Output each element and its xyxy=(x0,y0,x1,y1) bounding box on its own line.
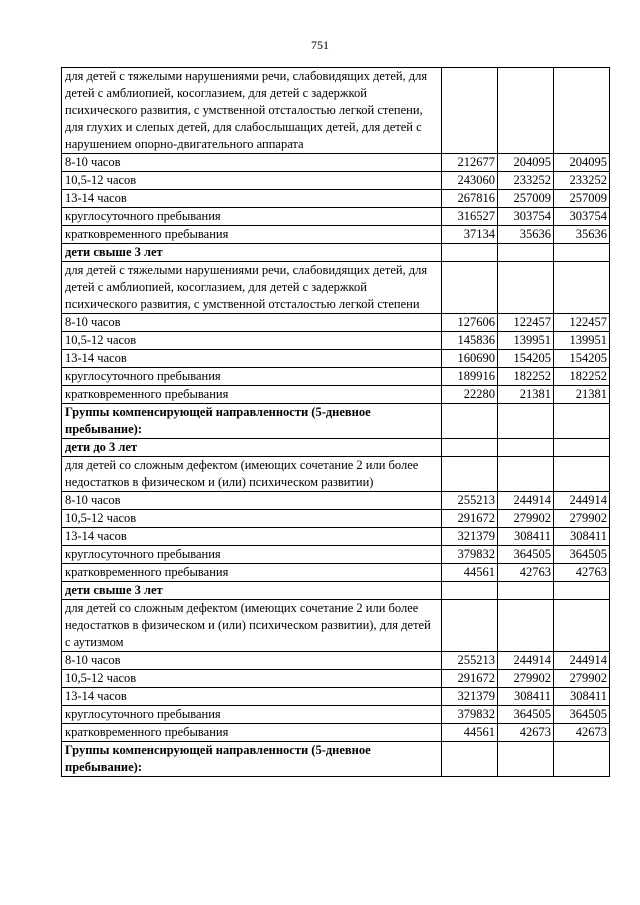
table-row xyxy=(62,244,610,262)
table-row xyxy=(62,546,610,564)
row-label: для детей со сложным дефектом (имеющих сочетание 2 или более недостатков в физическом и (или) психическом развитии), для детей с аутизмом xyxy=(62,600,442,652)
value-cell-2 xyxy=(498,742,554,777)
row-label: 13-14 часов xyxy=(62,190,442,208)
value-cell-3: 244914 xyxy=(554,652,610,670)
value-cell-1: 160690 xyxy=(442,350,498,368)
value-cell-2 xyxy=(498,244,554,262)
value-cell-3: 154205 xyxy=(554,350,610,368)
table-row xyxy=(62,510,610,528)
value-cell-3: 21381 xyxy=(554,386,610,404)
table-row xyxy=(62,226,610,244)
value-cell-1: 127606 xyxy=(442,314,498,332)
value-cell-1 xyxy=(442,457,498,492)
value-cell-2 xyxy=(498,457,554,492)
table-row xyxy=(62,706,610,724)
value-cell-2: 35636 xyxy=(498,226,554,244)
value-cell-3 xyxy=(554,582,610,600)
table-row xyxy=(62,208,610,226)
value-cell-3: 308411 xyxy=(554,528,610,546)
value-cell-2: 244914 xyxy=(498,492,554,510)
value-cell-3 xyxy=(554,457,610,492)
value-cell-1: 189916 xyxy=(442,368,498,386)
value-cell-1: 379832 xyxy=(442,706,498,724)
value-cell-3 xyxy=(554,742,610,777)
value-cell-2: 308411 xyxy=(498,528,554,546)
value-cell-3: 364505 xyxy=(554,546,610,564)
table-row xyxy=(62,564,610,582)
row-label: кратковременного пребывания xyxy=(62,724,442,742)
value-cell-1 xyxy=(442,244,498,262)
row-label: 8-10 часов xyxy=(62,154,442,172)
value-cell-2: 308411 xyxy=(498,688,554,706)
table-row xyxy=(62,457,610,492)
value-cell-1: 321379 xyxy=(442,688,498,706)
row-label: 13-14 часов xyxy=(62,688,442,706)
value-cell-1: 145836 xyxy=(442,332,498,350)
value-cell-1: 291672 xyxy=(442,510,498,528)
table-row xyxy=(62,652,610,670)
table-row xyxy=(62,190,610,208)
row-label: 8-10 часов xyxy=(62,314,442,332)
table-row xyxy=(62,439,610,457)
value-cell-2 xyxy=(498,439,554,457)
value-cell-2: 364505 xyxy=(498,706,554,724)
value-cell-3: 303754 xyxy=(554,208,610,226)
row-label: для детей с тяжелыми нарушениями речи, слабовидящих детей, для детей с амблиопией, косоглазием, для детей с задержкой психического развития, с умственной отсталостью легкой степени, для глухих и слепых детей, для слабослышащих детей, для детей с нарушением опорно-двигательного аппарата xyxy=(62,68,442,154)
table-row xyxy=(62,582,610,600)
value-cell-2: 257009 xyxy=(498,190,554,208)
row-label: Группы компенсирующей направленности (5-дневное пребывание): xyxy=(62,404,442,439)
row-label: круглосуточного пребывания xyxy=(62,706,442,724)
table-row xyxy=(62,314,610,332)
row-label: 13-14 часов xyxy=(62,350,442,368)
value-cell-3 xyxy=(554,244,610,262)
value-cell-2: 21381 xyxy=(498,386,554,404)
value-cell-3: 122457 xyxy=(554,314,610,332)
value-cell-1 xyxy=(442,404,498,439)
table-row xyxy=(62,350,610,368)
table-row xyxy=(62,492,610,510)
value-cell-2: 279902 xyxy=(498,510,554,528)
table-row xyxy=(62,600,610,652)
value-cell-2: 122457 xyxy=(498,314,554,332)
value-cell-2 xyxy=(498,600,554,652)
table-row xyxy=(62,670,610,688)
value-cell-2: 42763 xyxy=(498,564,554,582)
value-cell-3: 308411 xyxy=(554,688,610,706)
page-number: 751 xyxy=(311,38,329,52)
value-cell-1: 212677 xyxy=(442,154,498,172)
value-cell-2: 279902 xyxy=(498,670,554,688)
value-cell-3: 279902 xyxy=(554,510,610,528)
value-cell-3: 233252 xyxy=(554,172,610,190)
row-label: 10,5-12 часов xyxy=(62,670,442,688)
value-cell-1: 379832 xyxy=(442,546,498,564)
row-label: кратковременного пребывания xyxy=(62,386,442,404)
value-cell-1: 243060 xyxy=(442,172,498,190)
row-label: 13-14 часов xyxy=(62,528,442,546)
table-row xyxy=(62,368,610,386)
row-label: круглосуточного пребывания xyxy=(62,208,442,226)
value-cell-2: 233252 xyxy=(498,172,554,190)
value-cell-2 xyxy=(498,68,554,154)
value-cell-1: 255213 xyxy=(442,652,498,670)
row-label: дети свыше 3 лет xyxy=(62,582,442,600)
value-cell-2: 244914 xyxy=(498,652,554,670)
value-cell-3 xyxy=(554,68,610,154)
table-row xyxy=(62,154,610,172)
value-cell-3 xyxy=(554,600,610,652)
value-cell-1: 44561 xyxy=(442,564,498,582)
value-cell-3: 204095 xyxy=(554,154,610,172)
row-label: для детей со сложным дефектом (имеющих сочетание 2 или более недостатков в физическом и (или) психическом развитии) xyxy=(62,457,442,492)
value-cell-2: 139951 xyxy=(498,332,554,350)
value-cell-1: 255213 xyxy=(442,492,498,510)
value-cell-1: 316527 xyxy=(442,208,498,226)
cost-table xyxy=(61,67,610,777)
value-cell-2: 364505 xyxy=(498,546,554,564)
table-row xyxy=(62,528,610,546)
value-cell-3: 35636 xyxy=(554,226,610,244)
row-label: кратковременного пребывания xyxy=(62,226,442,244)
table-row xyxy=(62,688,610,706)
value-cell-3: 42763 xyxy=(554,564,610,582)
row-label: дети до 3 лет xyxy=(62,439,442,457)
value-cell-2: 182252 xyxy=(498,368,554,386)
table-row xyxy=(62,724,610,742)
row-label: 8-10 часов xyxy=(62,652,442,670)
value-cell-2: 303754 xyxy=(498,208,554,226)
value-cell-2 xyxy=(498,582,554,600)
table-row xyxy=(62,172,610,190)
row-label: для детей с тяжелыми нарушениями речи, слабовидящих детей, для детей с амблиопией, косоглазием, для детей с задержкой психического развития, с умственной отсталостью легкой степени xyxy=(62,262,442,314)
row-label: 8-10 часов xyxy=(62,492,442,510)
value-cell-2 xyxy=(498,404,554,439)
row-label: дети свыше 3 лет xyxy=(62,244,442,262)
row-label: Группы компенсирующей направленности (5-дневное пребывание): xyxy=(62,742,442,777)
table-row xyxy=(62,68,610,154)
value-cell-3: 42673 xyxy=(554,724,610,742)
value-cell-1: 291672 xyxy=(442,670,498,688)
row-label: 10,5-12 часов xyxy=(62,332,442,350)
value-cell-1: 22280 xyxy=(442,386,498,404)
value-cell-3: 139951 xyxy=(554,332,610,350)
row-label: 10,5-12 часов xyxy=(62,510,442,528)
value-cell-1 xyxy=(442,68,498,154)
value-cell-1 xyxy=(442,600,498,652)
value-cell-3: 364505 xyxy=(554,706,610,724)
value-cell-1: 267816 xyxy=(442,190,498,208)
value-cell-2: 204095 xyxy=(498,154,554,172)
value-cell-1 xyxy=(442,262,498,314)
row-label: кратковременного пребывания xyxy=(62,564,442,582)
table-row xyxy=(62,262,610,314)
value-cell-2: 154205 xyxy=(498,350,554,368)
value-cell-3: 257009 xyxy=(554,190,610,208)
table-row xyxy=(62,742,610,777)
row-label: 10,5-12 часов xyxy=(62,172,442,190)
table-body xyxy=(62,68,610,777)
value-cell-3 xyxy=(554,439,610,457)
row-label: круглосуточного пребывания xyxy=(62,368,442,386)
value-cell-2 xyxy=(498,262,554,314)
value-cell-3: 182252 xyxy=(554,368,610,386)
value-cell-2: 42673 xyxy=(498,724,554,742)
table-row xyxy=(62,386,610,404)
table-row xyxy=(62,332,610,350)
value-cell-3: 279902 xyxy=(554,670,610,688)
value-cell-1: 37134 xyxy=(442,226,498,244)
row-label: круглосуточного пребывания xyxy=(62,546,442,564)
value-cell-1 xyxy=(442,582,498,600)
value-cell-3: 244914 xyxy=(554,492,610,510)
table-row xyxy=(62,404,610,439)
value-cell-1 xyxy=(442,439,498,457)
value-cell-3 xyxy=(554,404,610,439)
value-cell-1: 321379 xyxy=(442,528,498,546)
value-cell-1 xyxy=(442,742,498,777)
value-cell-3 xyxy=(554,262,610,314)
value-cell-1: 44561 xyxy=(442,724,498,742)
